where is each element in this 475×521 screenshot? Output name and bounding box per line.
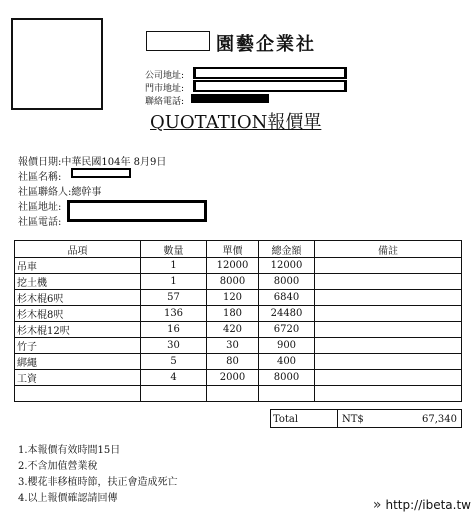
blank-cell [15,386,141,402]
blank-cell [315,386,462,402]
header-qty: 數量 [141,241,207,258]
qty-cell: 5 [141,354,207,370]
remarks-cell [315,274,462,290]
table-row [15,274,462,290]
company-name: 園藝企業社 [216,34,316,55]
community-name-label: 社區名稱: [18,172,62,183]
community-contact: 社區聯絡人:總幹事 [18,187,102,198]
total-cell: 24480 [259,306,315,322]
remarks-cell [315,370,462,386]
remarks-cell [315,290,462,306]
redacted-store-address-inner [196,82,344,90]
item-cell: 工資 [15,370,141,386]
logo-placeholder [11,18,103,110]
double-chevron-icon: » [372,497,382,513]
item-cell: 綁繩 [15,354,141,370]
remarks-cell [315,258,462,274]
redacted-community-name-inner [73,170,129,176]
redacted-address-inner [196,69,344,77]
total-label: Total [273,414,299,425]
watermark-text: http://ibeta.tw [385,498,471,512]
item-cell: 吊車 [15,258,141,274]
total-value-cell [337,409,462,428]
total-cell: 900 [259,338,315,354]
price-cell: 8000 [207,274,259,290]
table-row [15,338,462,354]
qty-cell: 16 [141,322,207,338]
qty-cell: 1 [141,274,207,290]
table-row [15,290,462,306]
total-cell: 8000 [259,370,315,386]
table-row [15,258,462,274]
remarks-cell [315,354,462,370]
table-row [15,322,462,338]
document-title: QUOTATION報價單 [150,112,322,133]
total-cell: 6840 [259,290,315,306]
item-cell: 杉木棍6呎 [15,290,141,306]
note-2: 2.不含加值營業稅 [18,461,98,472]
item-cell: 杉木棍8呎 [15,306,141,322]
store-address-label: 門市地址: [145,84,185,94]
price-cell: 12000 [207,258,259,274]
table-row-blank [15,386,462,402]
item-cell: 挖土機 [15,274,141,290]
note-4: 4.以上報價確認請回傳 [18,493,118,504]
table-row [15,354,462,370]
address-label: 公司地址: [145,71,185,81]
price-cell: 180 [207,306,259,322]
remarks-cell [315,306,462,322]
header-price: 單價 [207,241,259,258]
redacted-community-address-phone-inner [70,203,204,219]
table-header-row [15,241,462,258]
remarks-cell [315,338,462,354]
header-remarks: 備註 [315,241,462,258]
community-phone-label: 社區電話: [18,217,62,228]
qty-cell: 1 [141,258,207,274]
qty-cell: 30 [141,338,207,354]
blank-cell [141,386,207,402]
price-cell: 80 [207,354,259,370]
blank-cell [207,386,259,402]
note-3: 3.櫻花非移植時節，扶正會造成死亡 [18,477,178,488]
total-cell: 400 [259,354,315,370]
table-row [15,370,462,386]
watermark [373,497,471,513]
total-cell: 8000 [259,274,315,290]
total-cell: 12000 [259,258,315,274]
item-cell: 竹子 [15,338,141,354]
remarks-cell [315,322,462,338]
price-cell: 420 [207,322,259,338]
total-currency: NT$ [342,414,364,425]
total-label-cell [270,409,338,428]
price-cell: 2000 [207,370,259,386]
qty-cell: 57 [141,290,207,306]
qty-cell: 4 [141,370,207,386]
community-address-label: 社區地址: [18,202,62,213]
header-item: 品項 [15,241,141,258]
quote-date: 報價日期:中華民國104年 8月9日 [18,157,167,168]
price-cell: 120 [207,290,259,306]
blank-cell [259,386,315,402]
qty-cell: 136 [141,306,207,322]
redacted-phone [191,94,269,103]
header-total: 總金額 [259,241,315,258]
redacted-company-prefix [146,31,210,51]
total-value: 67,340 [422,414,457,425]
table-row [15,306,462,322]
price-cell: 30 [207,338,259,354]
item-cell: 杉木棍12呎 [15,322,141,338]
total-cell: 6720 [259,322,315,338]
phone-label: 聯絡電話: [145,97,185,107]
note-1: 1.本報價有效時間15日 [18,445,121,456]
quotation-table [14,240,462,402]
